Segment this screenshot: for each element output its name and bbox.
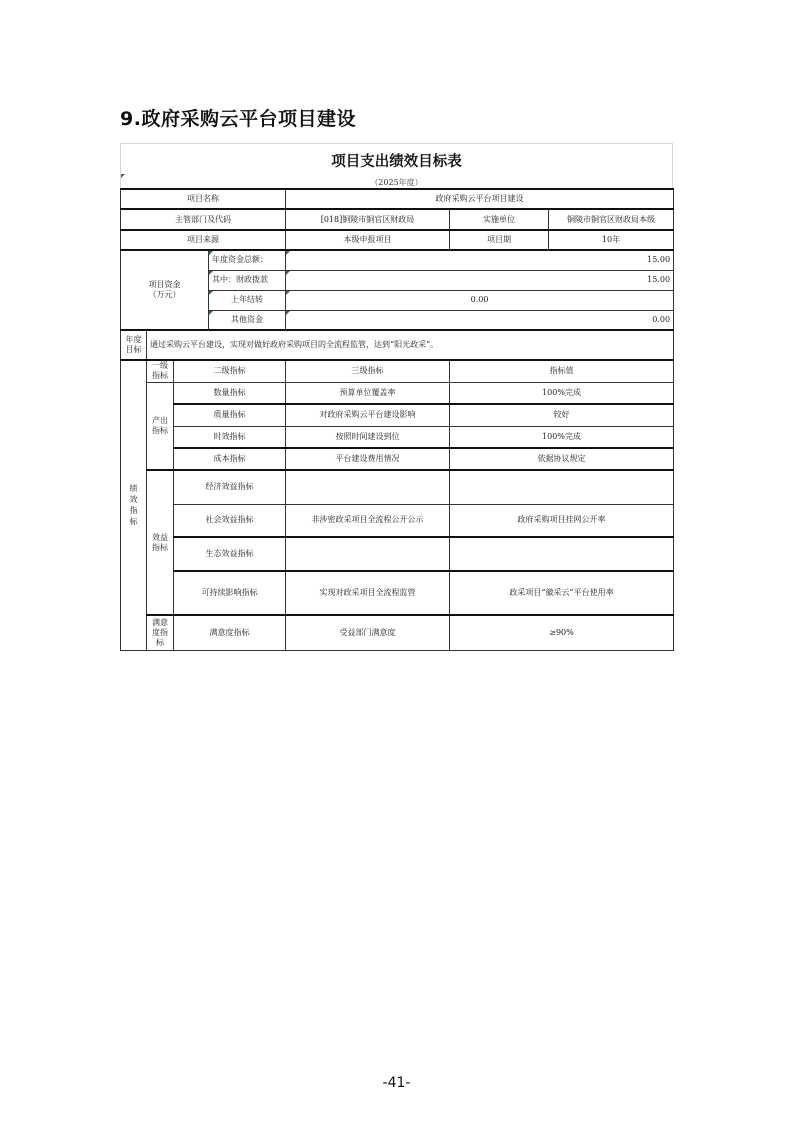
label-project-name: 项目名称 [121, 189, 286, 209]
output-value: 依据协议规定 [450, 448, 674, 470]
value-prev-carry: 0.00 [286, 290, 674, 310]
cell-marker-icon [286, 251, 290, 255]
benefit-l3: 实现对政采项目全流程监管 [286, 571, 450, 615]
benefit-l2: 经济效益指标 [174, 470, 286, 504]
benefit-value [450, 537, 674, 571]
cell-marker-icon [209, 251, 213, 255]
value-annual-goal: 通过采购云平台建设，实现对做好政府采购项目的全流程监管，达到“阳光政采”。 [147, 330, 674, 360]
cell-marker-icon [209, 311, 213, 315]
label-funds: 项目资金 （万元） [121, 250, 209, 330]
label-prev-carry: 上年结转 [209, 290, 286, 310]
value-source: 本级申报项目 [286, 230, 450, 250]
output-l3: 对政府采购云平台建设影响 [286, 404, 450, 426]
performance-table [120, 188, 674, 651]
satisfaction-l2: 满意度指标 [174, 615, 286, 650]
cell-marker-icon [209, 291, 213, 295]
section-title: 9.政府采购云平台项目建设 [120, 108, 356, 130]
cell-marker-icon [286, 291, 290, 295]
output-value: 100%完成 [450, 426, 674, 448]
output-l2: 质量指标 [174, 404, 286, 426]
satisfaction-l3: 受益部门满意度 [286, 615, 450, 650]
label-output: 产出 指标 [147, 382, 174, 470]
benefit-l2: 可持续影响指标 [174, 571, 286, 615]
label-impl-unit: 实施单位 [450, 209, 549, 230]
header-indicator-value: 指标值 [450, 360, 674, 382]
cell-marker-icon [209, 271, 213, 275]
cell-marker-icon [286, 271, 290, 275]
value-other: 0.00 [286, 310, 674, 330]
benefit-value [450, 470, 674, 504]
output-l3: 预算单位覆盖率 [286, 382, 450, 404]
performance-target-sheet [120, 143, 673, 656]
label-dept: 主管部门及代码 [121, 209, 286, 230]
benefit-l2: 生态效益指标 [174, 537, 286, 571]
cell-marker-icon [121, 174, 125, 178]
label-annual-goal: 年度 目标 [121, 330, 147, 360]
output-l2: 数量指标 [174, 382, 286, 404]
value-fiscal: 15.00 [286, 270, 674, 290]
header-level1: 一级 指标 [147, 360, 174, 382]
value-dept: [018]铜陵市铜官区财政局 [286, 209, 450, 230]
label-fiscal: 其中：财政拨款 [209, 270, 286, 290]
output-value: 较好 [450, 404, 674, 426]
label-other: 其他资金 [209, 310, 286, 330]
benefit-value: 政采项目“徽采云”平台使用率 [450, 571, 674, 615]
value-annual-total: 15.00 [286, 250, 674, 270]
label-satisfaction: 满意 度指 标 [147, 615, 174, 650]
benefit-l2: 社会效益指标 [174, 504, 286, 537]
benefit-l3: 非涉密政采项目全流程公开公示 [286, 504, 450, 537]
label-period: 项目期 [450, 230, 549, 250]
output-l2: 时效指标 [174, 426, 286, 448]
value-project-name: 政府采购云平台项目建设 [286, 189, 674, 209]
benefit-l3 [286, 537, 450, 571]
output-l3: 平台建设费用情况 [286, 448, 450, 470]
header-level2: 二级指标 [174, 360, 286, 382]
benefit-l3 [286, 470, 450, 504]
table-title: 项目支出绩效目标表 [120, 143, 673, 177]
benefit-value: 政府采购项目挂网公开率 [450, 504, 674, 537]
output-l2: 成本指标 [174, 448, 286, 470]
label-source: 项目来源 [121, 230, 286, 250]
cell-marker-icon [286, 311, 290, 315]
label-benefit: 效益 指标 [147, 470, 174, 615]
header-level3: 三级指标 [286, 360, 450, 382]
satisfaction-value: ≥90% [450, 615, 674, 650]
label-perf-indicators: 绩效指标 [121, 360, 147, 650]
value-impl-unit: 铜陵市铜官区财政局本级 [549, 209, 674, 230]
label-annual-total: 年度资金总额： [209, 250, 286, 270]
output-value: 100%完成 [450, 382, 674, 404]
page-number: -41- [382, 1075, 411, 1091]
value-period: 10年 [549, 230, 674, 250]
output-l3: 按照时间建设到位 [286, 426, 450, 448]
table-year: （2025年度） [120, 177, 673, 188]
